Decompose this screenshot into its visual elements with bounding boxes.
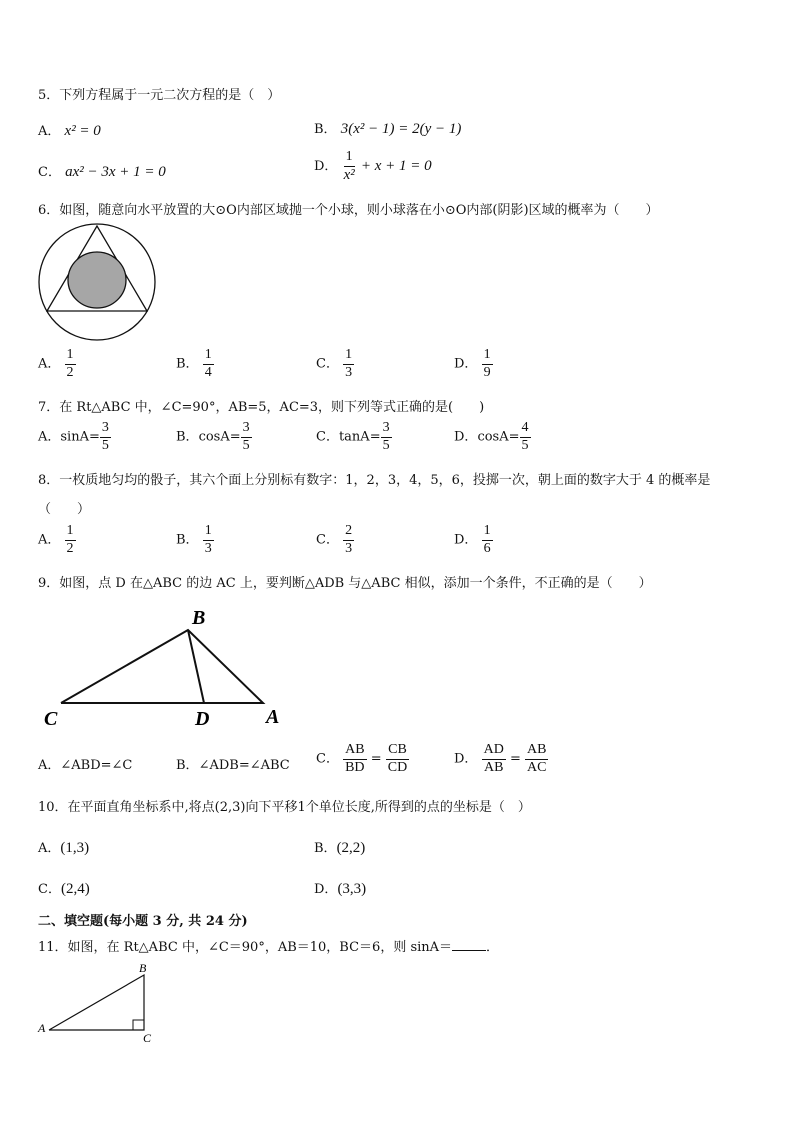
q9-figure-triangle	[40, 600, 290, 732]
q5-option-c-label: C．	[38, 165, 61, 180]
q8-option-a-denominator: 2	[66, 540, 74, 556]
q8-option-c	[316, 524, 354, 556]
q8-option-d-label: D．	[454, 532, 478, 548]
q5-option-b-label: B．	[314, 122, 337, 137]
q6-option-a-fraction	[65, 348, 76, 380]
q6-option-c-label: C．	[316, 356, 339, 372]
q5-option-c-math: ax² − 3x + 1 = 0	[65, 164, 166, 180]
q8-option-c-numerator: 2	[343, 524, 354, 541]
q8-option-b-numerator: 1	[203, 524, 214, 541]
q5-option-d-rest: + x + 1 = 0	[360, 158, 432, 175]
q10-option-d	[314, 878, 366, 898]
q9-option-c-equals: =	[370, 751, 382, 767]
q6-option-b-fraction	[203, 348, 214, 380]
q7-option-c-fraction	[381, 421, 392, 453]
q10-option-a-value: (1,3)	[60, 840, 90, 856]
q8-option-b	[176, 524, 214, 556]
q6-option-b-numerator: 1	[203, 348, 214, 365]
q11-answer-blank[interactable]	[452, 950, 486, 951]
q11-label-a: A	[38, 1021, 46, 1035]
q10-option-b-label: B．	[314, 841, 337, 856]
q7-option-a-label: A．	[38, 429, 61, 445]
q10-option-a-label: A．	[38, 841, 61, 856]
q5-stem: 5．下列方程属于一元二次方程的是（ ）	[38, 88, 281, 103]
q9-option-a-text: ∠ABD=∠C	[60, 758, 133, 773]
q5-option-d-label: D．	[314, 159, 338, 175]
q9-option-d-equals: =	[509, 751, 521, 767]
q7-option-b-label: B．	[176, 429, 199, 445]
q6-option-b-label: B．	[176, 356, 199, 372]
q10-option-c-label: C．	[38, 882, 61, 897]
q9-option-d	[454, 743, 548, 775]
q7-option-a-numerator: 3	[100, 421, 111, 438]
q9-option-c-num2: CB	[386, 743, 409, 760]
q8-option-a-label: A．	[38, 532, 61, 548]
q5-option-a-math: x² = 0	[64, 123, 101, 139]
q11-triangle	[49, 975, 144, 1030]
q7-option-c-numerator: 3	[381, 421, 392, 438]
q7-option-d-fraction	[520, 421, 531, 453]
q9-option-c-label: C．	[316, 751, 339, 767]
q7-option-a-function: sinA=	[60, 429, 100, 445]
q6-option-d-fraction	[482, 348, 493, 380]
q6-option-d-label: D．	[454, 356, 478, 372]
q8-stem-continued: （ ）	[38, 502, 91, 517]
q9-option-d-label: D．	[454, 751, 478, 767]
q9-option-c	[316, 743, 409, 775]
q6-option-d-denominator: 9	[483, 364, 491, 380]
q10-option-b	[314, 837, 365, 857]
q9-option-a	[38, 754, 132, 773]
q7-option-b-function: cosA=	[198, 429, 241, 445]
q6-option-c-denominator: 3	[345, 364, 353, 380]
q7-option-c	[316, 421, 392, 453]
q9-option-d-num1: AD	[482, 743, 506, 760]
q9-option-b-text: ∠ADB=∠ABC	[198, 758, 290, 773]
q7-stem: 7．在 Rt△ABC 中，∠C=90°，AB=5，AC=3，则下列等式正确的是( )	[38, 400, 485, 415]
q7-option-d-denominator: 5	[521, 437, 529, 453]
q8-option-c-denominator: 3	[345, 540, 353, 556]
q7-option-d-numerator: 4	[520, 421, 531, 438]
q9-label-b: B	[192, 607, 206, 629]
q10-option-a	[38, 837, 89, 857]
q5-option-d-denominator: x²	[343, 166, 355, 183]
q5-option-d-fraction	[342, 150, 357, 183]
q9-option-c-num1: AB	[343, 743, 366, 760]
q8-stem: 8．一枚质地匀均的骰子，其六个面上分别标有数字：1，2，3，4，5，6，投掷一次，朝上面的数字大于 4 的概率是	[38, 473, 711, 488]
q8-option-d-denominator: 6	[483, 540, 491, 556]
q7-option-b	[176, 421, 252, 453]
q8-option-b-fraction	[203, 524, 214, 556]
q6-option-b	[176, 348, 214, 380]
q8-option-a-fraction	[65, 524, 76, 556]
q6-option-c-numerator: 1	[343, 348, 354, 365]
q10-option-c	[38, 878, 90, 898]
q6-stem: 6．如图，随意向水平放置的大⊙O内部区域抛一个小球，则小球落在小⊙O内部(阴影)区域的概率为（ ）	[38, 203, 659, 218]
q8-option-a	[38, 524, 76, 556]
q11-label-b: B	[139, 961, 147, 975]
q11-right-angle-mark	[133, 1020, 144, 1030]
q7-option-b-fraction	[241, 421, 252, 453]
q8-option-b-denominator: 3	[204, 540, 212, 556]
q9-stem: 9．如图，点 D 在△ABC 的边 AC 上，要判断△ADB 与△ABC 相似，添加一个条件，不正确的是（ ）	[38, 576, 652, 591]
q11-stem	[38, 936, 499, 955]
q11-label-c: C	[143, 1031, 152, 1045]
q5-option-b	[314, 118, 461, 138]
q10-option-d-label: D．	[314, 882, 338, 897]
q9-option-d-den2: AC	[527, 759, 547, 775]
q8-option-c-fraction	[343, 524, 354, 556]
q7-option-b-numerator: 3	[241, 421, 252, 438]
q7-option-a	[38, 421, 111, 453]
q5-option-d-numerator: 1	[344, 150, 355, 167]
q6-option-c-fraction	[343, 348, 354, 380]
q5-option-c	[38, 161, 166, 181]
q7-option-c-denominator: 5	[382, 437, 390, 453]
q7-option-b-denominator: 5	[242, 437, 250, 453]
q11-stem-text: 11．如图，在 Rt△ABC 中，∠C＝90°，AB＝10，BC＝6，则 sinA＝	[38, 940, 453, 955]
q10-stem: 10．在平面直角坐标系中,将点(2,3)向下平移1个单位长度,所得到的点的坐标是（ ）	[38, 800, 531, 815]
q5-option-d	[314, 150, 432, 183]
q8-option-d-fraction	[482, 524, 493, 556]
q7-option-a-fraction	[100, 421, 111, 453]
q6-option-a-denominator: 2	[66, 364, 74, 380]
q5-option-a	[38, 120, 101, 140]
q7-option-d-label: D．	[454, 429, 478, 445]
q9-segment-bd	[188, 630, 204, 703]
q9-label-d: D	[195, 708, 210, 730]
q9-option-d-num2: AB	[525, 743, 548, 760]
q7-option-a-denominator: 5	[101, 437, 109, 453]
q8-option-d	[454, 524, 493, 556]
q5-option-a-label: A．	[38, 124, 61, 139]
q9-option-d-fraction-left	[482, 743, 506, 775]
q9-label-a: A	[266, 706, 280, 728]
q9-option-b-label: B．	[176, 758, 199, 773]
q6-option-d	[454, 348, 493, 380]
q7-option-c-function: tanA=	[338, 429, 381, 445]
q9-option-d-fraction-right	[525, 743, 548, 775]
q11-figure-right-triangle	[36, 958, 160, 1046]
q8-option-c-label: C．	[316, 532, 339, 548]
q7-option-d-function: cosA=	[477, 429, 520, 445]
q6-option-d-numerator: 1	[482, 348, 493, 365]
q10-option-c-value: (2,4)	[60, 881, 90, 897]
q10-option-d-value: (3,3)	[337, 881, 367, 897]
q9-option-a-label: A．	[38, 758, 61, 773]
q10-option-b-value: (2,2)	[336, 840, 366, 856]
q9-label-c: C	[44, 708, 58, 730]
q6-option-a	[38, 348, 76, 380]
q6-shaded-small-circle	[68, 252, 126, 308]
q7-option-c-label: C．	[316, 429, 339, 445]
q9-option-d-den1: AB	[483, 759, 504, 775]
q9-option-c-den2: CD	[387, 759, 408, 775]
q8-option-b-label: B．	[176, 532, 199, 548]
q8-option-a-numerator: 1	[65, 524, 76, 541]
q11-stem-end: ．	[486, 940, 500, 955]
q7-option-d	[454, 421, 531, 453]
q6-option-b-denominator: 4	[204, 364, 212, 380]
section-title-fill-in: 二、填空题(每小题 3 分, 共 24 分)	[38, 914, 248, 929]
q6-option-a-label: A．	[38, 356, 61, 372]
q9-option-c-den1: BD	[345, 759, 365, 775]
q5-option-b-math: 3(x² − 1) = 2(y − 1)	[340, 121, 462, 137]
q6-option-a-numerator: 1	[65, 348, 76, 365]
q6-option-c	[316, 348, 354, 380]
q9-triangle-abc	[61, 630, 263, 703]
q6-figure-circles	[36, 222, 158, 342]
q8-option-d-numerator: 1	[482, 524, 493, 541]
q9-option-c-fraction-right	[386, 743, 409, 775]
q9-option-c-fraction-left	[343, 743, 366, 775]
q9-option-b	[176, 754, 290, 773]
